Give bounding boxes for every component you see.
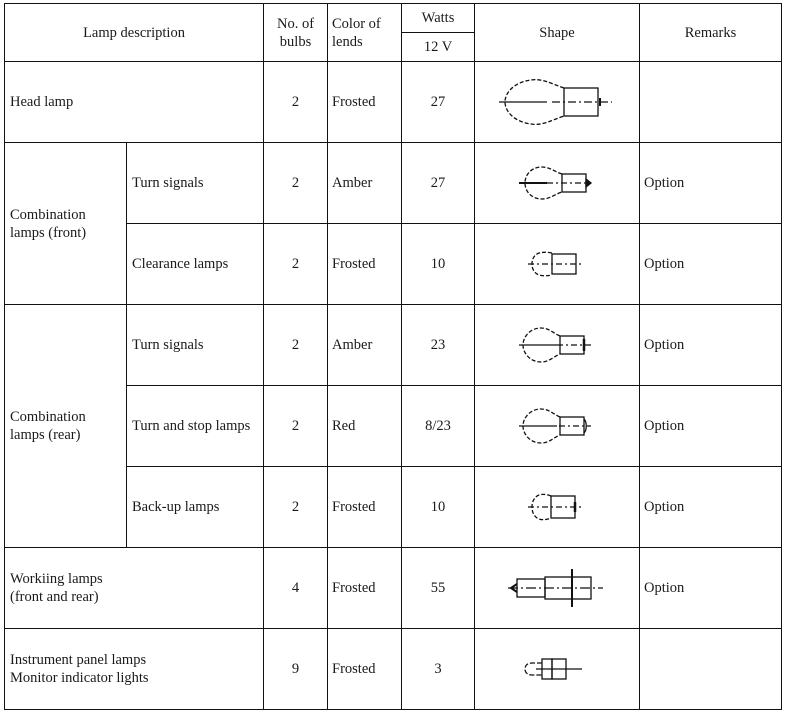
header-watts: Watts (402, 4, 475, 33)
watts-cell: 27 (402, 143, 475, 224)
color-cell: Red (328, 386, 402, 467)
desc-cell: Turn and stop lamps (127, 386, 264, 467)
table-row-working-lamps (5, 548, 782, 629)
shape-cell (475, 143, 640, 224)
header-no-of-bulbs (264, 4, 328, 62)
small-bayonet-bulb-icon (527, 249, 587, 279)
bulbs-cell: 2 (264, 386, 328, 467)
header-bulbs-line2: bulbs (279, 33, 312, 50)
remarks-cell: Option (640, 467, 782, 548)
desc-cell: Turn signals (127, 305, 264, 386)
bulbs-cell: 4 (264, 548, 328, 629)
color-cell: Frosted (328, 548, 402, 629)
header-shape: Shape (475, 4, 640, 62)
desc-cell (5, 548, 264, 629)
desc-cell: Back-up lamps (127, 467, 264, 548)
bayonet-bulb-icon (517, 163, 597, 203)
bulbs-cell: 2 (264, 224, 328, 305)
color-cell: Frosted (328, 629, 402, 710)
header-bulbs-line1: No. of (276, 15, 315, 32)
watts-cell: 55 (402, 548, 475, 629)
shape-cell (475, 62, 640, 143)
color-cell: Amber (328, 305, 402, 386)
watts-cell: 10 (402, 224, 475, 305)
desc-cell: Clearance lamps (127, 224, 264, 305)
header-voltage: 12 V (402, 33, 475, 62)
watts-cell: 10 (402, 467, 475, 548)
shape-cell (475, 467, 640, 548)
color-cell: Frosted (328, 467, 402, 548)
group-label-combination-rear (5, 305, 127, 548)
watts-cell: 23 (402, 305, 475, 386)
halogen-bulb-icon (507, 568, 607, 608)
bayonet-bulb-icon (517, 325, 597, 365)
color-cell: Frosted (328, 224, 402, 305)
remarks-cell: Option (640, 305, 782, 386)
bulbs-cell: 2 (264, 467, 328, 548)
group-line2: lamps (front) (10, 224, 87, 241)
remarks-cell: Option (640, 224, 782, 305)
lamp-spec-table (4, 3, 782, 710)
desc-line2: (front and rear) (10, 589, 99, 605)
table-row-instrument-panel (5, 629, 782, 710)
group-line2: lamps (rear) (10, 427, 81, 443)
small-bayonet-bulb-icon (527, 492, 587, 522)
desc-cell: Turn signals (127, 143, 264, 224)
desc-line1: Instrument panel lamps (10, 652, 147, 668)
header-color-line2: lends (332, 33, 363, 50)
bulbs-cell: 2 (264, 305, 328, 386)
shape-cell (475, 629, 640, 710)
desc-line2: Monitor indicator lights (10, 670, 149, 686)
desc-cell (5, 629, 264, 710)
group-line1: Combination (10, 206, 86, 223)
table-row-front-turn-signals (5, 143, 782, 224)
table-row-head-lamp (5, 62, 782, 143)
shape-cell (475, 224, 640, 305)
bulbs-cell: 9 (264, 629, 328, 710)
wedge-bulb-icon (522, 652, 592, 686)
desc-cell: Head lamp (5, 62, 264, 143)
watts-cell: 8/23 (402, 386, 475, 467)
watts-cell: 3 (402, 629, 475, 710)
remarks-cell (640, 629, 782, 710)
shape-cell (475, 386, 640, 467)
large-bulb-icon (497, 74, 617, 130)
remarks-cell: Option (640, 386, 782, 467)
header-remarks: Remarks (640, 4, 782, 62)
header-lamp-description: Lamp description (5, 4, 264, 62)
table-row-rear-turn-signals (5, 305, 782, 386)
desc-line1: Workiing lamps (10, 571, 103, 587)
double-filament-bulb-icon (517, 406, 597, 446)
shape-cell (475, 305, 640, 386)
bulbs-cell: 2 (264, 62, 328, 143)
watts-cell: 27 (402, 62, 475, 143)
color-cell: Frosted (328, 62, 402, 143)
header-color-line1: Color of (332, 15, 381, 32)
group-line1: Combination (10, 409, 86, 425)
group-label-combination-front (5, 143, 127, 305)
color-cell: Amber (328, 143, 402, 224)
remarks-cell: Option (640, 548, 782, 629)
header-color (328, 4, 402, 62)
shape-cell (475, 548, 640, 629)
bulbs-cell: 2 (264, 143, 328, 224)
remarks-cell: Option (640, 143, 782, 224)
remarks-cell (640, 62, 782, 143)
